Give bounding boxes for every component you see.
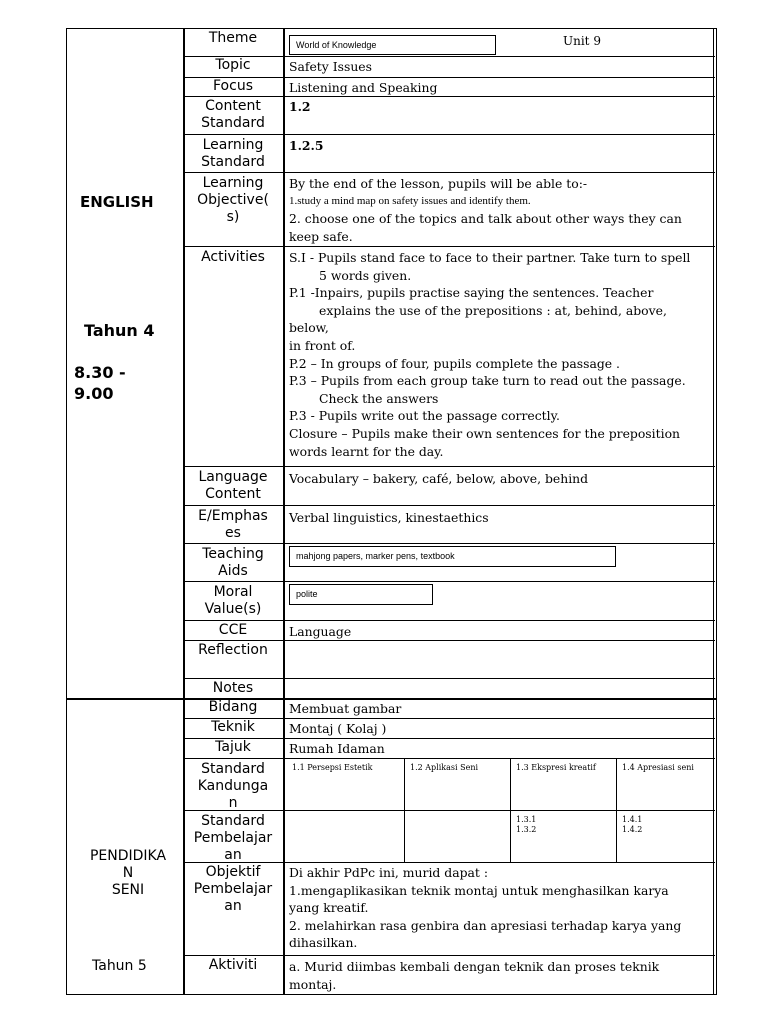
content-standard-label: Content Standard bbox=[201, 98, 265, 131]
content-standard-value: 1.2 bbox=[289, 99, 311, 114]
emphases-label: E/Emphas es bbox=[198, 508, 268, 541]
notes-label: Notes bbox=[212, 680, 254, 696]
cce-value: Language bbox=[289, 624, 352, 639]
emphases-value: Verbal linguistics, kinestaethics bbox=[289, 510, 489, 525]
sp-col-4: 1.4.1 1.4.2 bbox=[622, 815, 643, 834]
subject-pendidikan-seni: PENDIDIKA N SENI bbox=[89, 848, 167, 898]
activities-value: S.I - Pupils stand face to face to their partner. Take turn to spell 5 words given. P.1 -Inpairs, pupils practise saying the sentences. Teacher explains the use of the prepositions : at, behind, above, below, in front of. P.2 – In groups of four, pupils complete the passage . P.3 – Pupils from each group take turn to read out the passage. Check the answers P.3 - Pupils write out the passage correctly. Closure – Pupils make their own sentences for the preposition words learnt for the day. bbox=[289, 250, 691, 459]
objektif-label: Objektif Pembelajar an bbox=[193, 864, 273, 914]
year-label-5: Tahun 5 bbox=[92, 958, 147, 974]
moral-values-label: Moral Value(s) bbox=[204, 584, 262, 617]
standard-kandungan-label: Standard Kandunga n bbox=[197, 761, 269, 811]
bidang-value: Membuat gambar bbox=[289, 701, 402, 716]
focus-value: Listening and Speaking bbox=[289, 80, 438, 95]
subject-english: ENGLISH bbox=[80, 193, 154, 211]
theme-field: World of Knowledge bbox=[289, 35, 496, 55]
language-content-label: Language Content bbox=[198, 469, 268, 502]
theme-label: Theme bbox=[208, 30, 258, 46]
standard-pembelajaran-label: Standard Pembelajar an bbox=[193, 813, 273, 863]
reflection-label: Reflection bbox=[198, 642, 268, 658]
learning-standard-label: Learning Standard bbox=[201, 137, 265, 170]
moral-values-field: polite bbox=[289, 584, 433, 605]
col-divider-right bbox=[283, 28, 285, 995]
language-content-value: Vocabulary – bakery, café, below, above, behind bbox=[289, 471, 589, 486]
learning-objective-value: By the end of the lesson, pupils will be able to:- 1.study a mind map on safety issues and identify them. 2. choose one of the topics and talk about other ways they can keep safe. bbox=[289, 176, 682, 244]
aktiviti-label: Aktiviti bbox=[208, 957, 258, 973]
sk-col-2: 1.2 Aplikasi Seni bbox=[410, 763, 479, 772]
sp-col-3: 1.3.1 1.3.2 bbox=[516, 815, 537, 834]
learning-standard-value: 1.2.5 bbox=[289, 138, 324, 153]
tajuk-label: Tajuk bbox=[215, 739, 251, 755]
learning-objective-label: Learning Objective( s) bbox=[197, 175, 269, 225]
teaching-aids-field: mahjong papers, marker pens, textbook bbox=[289, 546, 616, 567]
sk-col-1: 1.1 Persepsi Estetik bbox=[292, 763, 373, 772]
focus-label: Focus bbox=[213, 78, 253, 94]
topic-value: Safety Issues bbox=[289, 59, 372, 74]
teaching-aids-label: Teaching Aids bbox=[202, 546, 264, 579]
cce-label: CCE bbox=[218, 622, 248, 638]
teknik-value: Montaj ( Kolaj ) bbox=[289, 721, 387, 736]
teknik-label: Teknik bbox=[211, 719, 255, 735]
sk-col-3: 1.3 Ekspresi kreatif bbox=[516, 763, 596, 772]
aktiviti-value: a. Murid diimbas kembali dengan teknik dan proses teknik montaj. bbox=[289, 959, 660, 992]
sk-col-4: 1.4 Apresiasi seni bbox=[622, 763, 694, 772]
unit-number: Unit 9 bbox=[563, 34, 601, 48]
year-label-4: Tahun 4 bbox=[84, 321, 155, 340]
objektif-value: Di akhir PdPc ini, murid dapat : 1.mengaplikasikan teknik montaj untuk menghasilkan karya yang kreatif. 2. melahirkan rasa genbira dan apresiasi terhadap karya yang dihasilkan. bbox=[289, 865, 682, 951]
time-slot: 8.30 - 9.00 bbox=[74, 363, 126, 403]
tajuk-value: Rumah Idaman bbox=[289, 741, 385, 756]
bidang-label: Bidang bbox=[208, 699, 258, 715]
col-divider-inner bbox=[713, 28, 714, 995]
topic-label: Topic bbox=[215, 57, 251, 73]
activities-label: Activities bbox=[201, 249, 265, 265]
